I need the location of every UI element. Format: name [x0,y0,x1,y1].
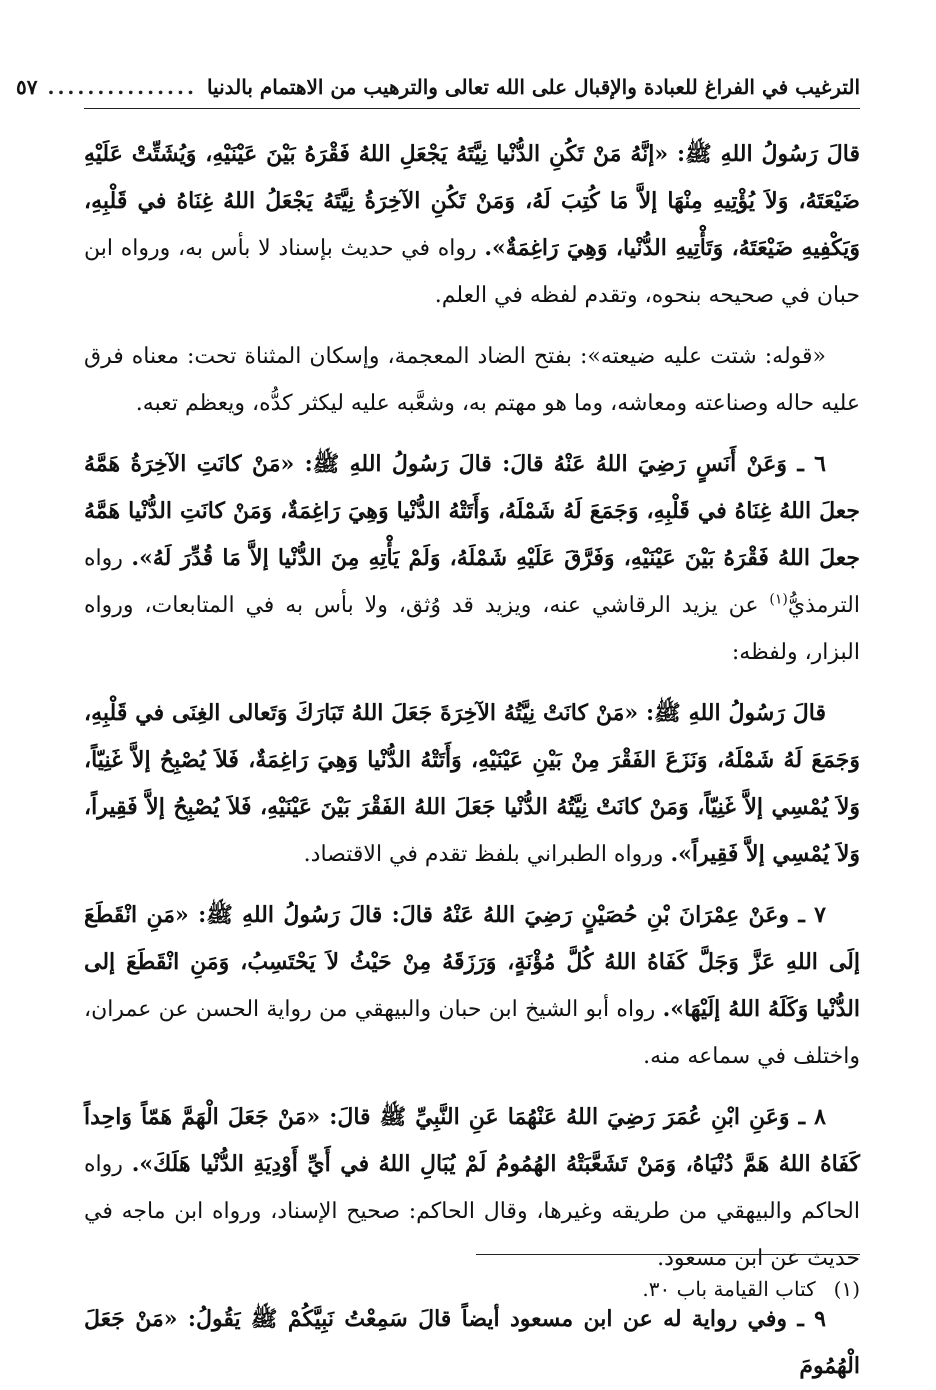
paragraph-hadith-intro [84,131,860,319]
hadith-text: قالَ رَسُولُ اللهِ ﷺ: «مَنْ كانَتْ نِيَّتُهُ الآخِرَةَ جَعَلَ اللهُ تَبَارَكَ وَتَعالى الغِنَى في قَلْبِهِ، وَجَمَعَ لَهُ شَمْلَهُ، وَنَزَعَ الفَقْرَ مِنْ بَيْنِ عَيْنَيْهِ، وَأَتَتْهُ الدُّنْيا وَهِيَ رَاغِمَةٌ، فَلاَ يُصْبِحُ إلاَّ غَنِيّاً، وَلاَ يُمْسِي إلاَّ غَنِيّاً، وَمَنْ كانَتْ نِيَّتُهُ الدُّنْيا جَعَلَ اللهُ الفَقْرَ بَيْنَ عَيْنَيْهِ، فَلاَ يُصْبِحُ إلاَّ فَقِيراً، وَلاَ يُمْسِي إلاَّ فَقِيراً». [84,700,860,867]
header-leader-dots: ............... [47,75,197,99]
page-number: ٥٧ [16,75,38,99]
footnote-divider [476,1254,860,1255]
hadith-text: ٧ ـ وعَنْ عِمْرَانَ بْنِ حُصَيْنٍ رَضِيَ اللهُ عَنْهُ قالَ: قالَ رَسُولُ اللهِ ﷺ: «مَنِ انْقَطَعَ إلَى اللهِ عَزَّ وَجَلَّ كَفَاهُ اللهُ كُلَّ مُؤْنَةٍ، وَرَزَقَهُ مِنْ حَيْثُ لاَ يَحْتَسِبُ، وَمَنِ انْقَطَعَ إلى الدُّنْيا وَكَلَهُ اللهُ إلَيْهَا». [84,902,860,1022]
running-header [16,72,860,109]
footnote-reference[interactable]: (١) [769,591,788,608]
paragraph-hadith-7 [84,892,860,1080]
footnote-text: كتاب القيامة باب ٣٠. [642,1277,816,1301]
header-title: الترغيب في الفراغ للعبادة والإقبال على الله تعالى والترهيب من الاهتمام بالدنيا [206,75,860,99]
commentary-text: «قوله: شتت عليه ضيعته»: بفتح الضاد المعجمة، وإسكان المثناة تحت: معناه فرق عليه حاله وصناعته ومعاشه، وما هو مهتم به، وشعَّبه عليه ليكثر كدُّه، ويعظم تعبه. [84,344,860,416]
commentary-text: رواه في حديث بإسناد لا بأس به، ورواه ابن حبان في صحيحه بنحوه، وتقدم لفظه في العلم. [84,236,860,308]
commentary-text: رواه الترمذيُّ [84,546,860,618]
paragraph-hadith-9 [84,1296,860,1390]
body-text [84,131,860,1390]
paragraph-hadith-bazzar [84,690,860,878]
paragraph-explanation [84,333,860,427]
hadith-text: ٦ ـ وَعَنْ أَنَسٍ رَضِيَ اللهُ عَنْهُ قالَ: قالَ رَسُولُ اللهِ ﷺ: «مَنْ كانَتِ الآخِرَةُ هَمَّهُ جعلَ اللهُ غِنَاهُ في قَلْبِهِ، وَجَمَعَ لَهُ شَمْلَهُ، وَأَتَتْهُ الدُّنْيا وَهِيَ رَاغِمَةٌ، وَمَنْ كانَتِ الدُّنْيا هَمَّهُ جعلَ اللهُ فَقْرَهُ بَيْنَ عَيْنَيْهِ، وَفَرَّقَ عَلَيْهِ شَمْلَهُ، وَلَمْ يَأْتِهِ مِنَ الدُّنْيا إلاَّ مَا قُدِّرَ لَهُ». [84,451,860,571]
hadith-text: ٨ ـ وَعَنِ ابْنِ عُمَرَ رَضِيَ اللهُ عَنْهُمَا عَنِ النَّبِيِّ ﷺ قالَ: «مَنْ جَعَلَ الْهَمَّ هَمّاً وَاحِداً كَفَاهُ اللهُ هَمَّ دُنْيَاهُ، وَمَنْ تَشَعَّبَتْهُ الهُمُومُ لَمْ يُبَالِ اللهُ في أَيِّ أَوْدِيَةِ الدُّنْيا هَلَكَ». [84,1104,860,1177]
commentary-text: رواه أبو الشيخ ابن حبان والبيهقي من رواية الحسن عن عمران، واختلف في سماعه منه. [84,997,860,1069]
footnote-number: (١) [833,1277,860,1301]
commentary-text: ورواه الطبراني بلفظ تقدم في الاقتصاد. [303,842,671,867]
footnote [360,1274,860,1304]
hadith-text: ٩ ـ وفي رواية له عن ابن مسعود أيضاً قالَ سَمِعْتُ نَبِيَّكُمْ ﷺ يَقُولُ: «مَنْ جَعَلَ الْهُمُومَ [84,1306,860,1379]
commentary-text: عن يزيد الرقاشي عنه، ويزيد قد وُثق، ولا بأس به في المتابعات، ورواه البزار، ولفظه: [84,593,860,665]
hadith-text: قالَ رَسُولُ اللهِ ﷺ: «إنَّهُ مَنْ تَكُنِ الدُّنْيا نِيَّتَهُ يَجْعَلِ اللهُ فَقْرَهُ بَيْنَ عَيْنَيْهِ، وَيُشَتِّتْ عَلَيْهِ ضَيْعَتَهُ، وَلاَ يُؤْتِيهِ مِنْهَا إلاَّ مَا كُتِبَ لَهُ، وَمَنْ تَكُنِ الآخِرَةُ نِيَّتَهُ يَجْعَلُ اللهُ غِنَاهُ في قَلْبِهِ، وَيَكْفِيهِ ضَيْعَتَهُ، وَتَأْتِيهِ الدُّنْيا، وَهِيَ رَاغِمَةٌ». [84,141,860,261]
paragraph-hadith-6 [84,441,860,676]
commentary-text: رواه الحاكم والبيهقي من طريقه وغيرها، وقال الحاكم: صحيح الإسناد، ورواه ابن ماجه في حديث عن ابن مسعود. [84,1152,860,1271]
